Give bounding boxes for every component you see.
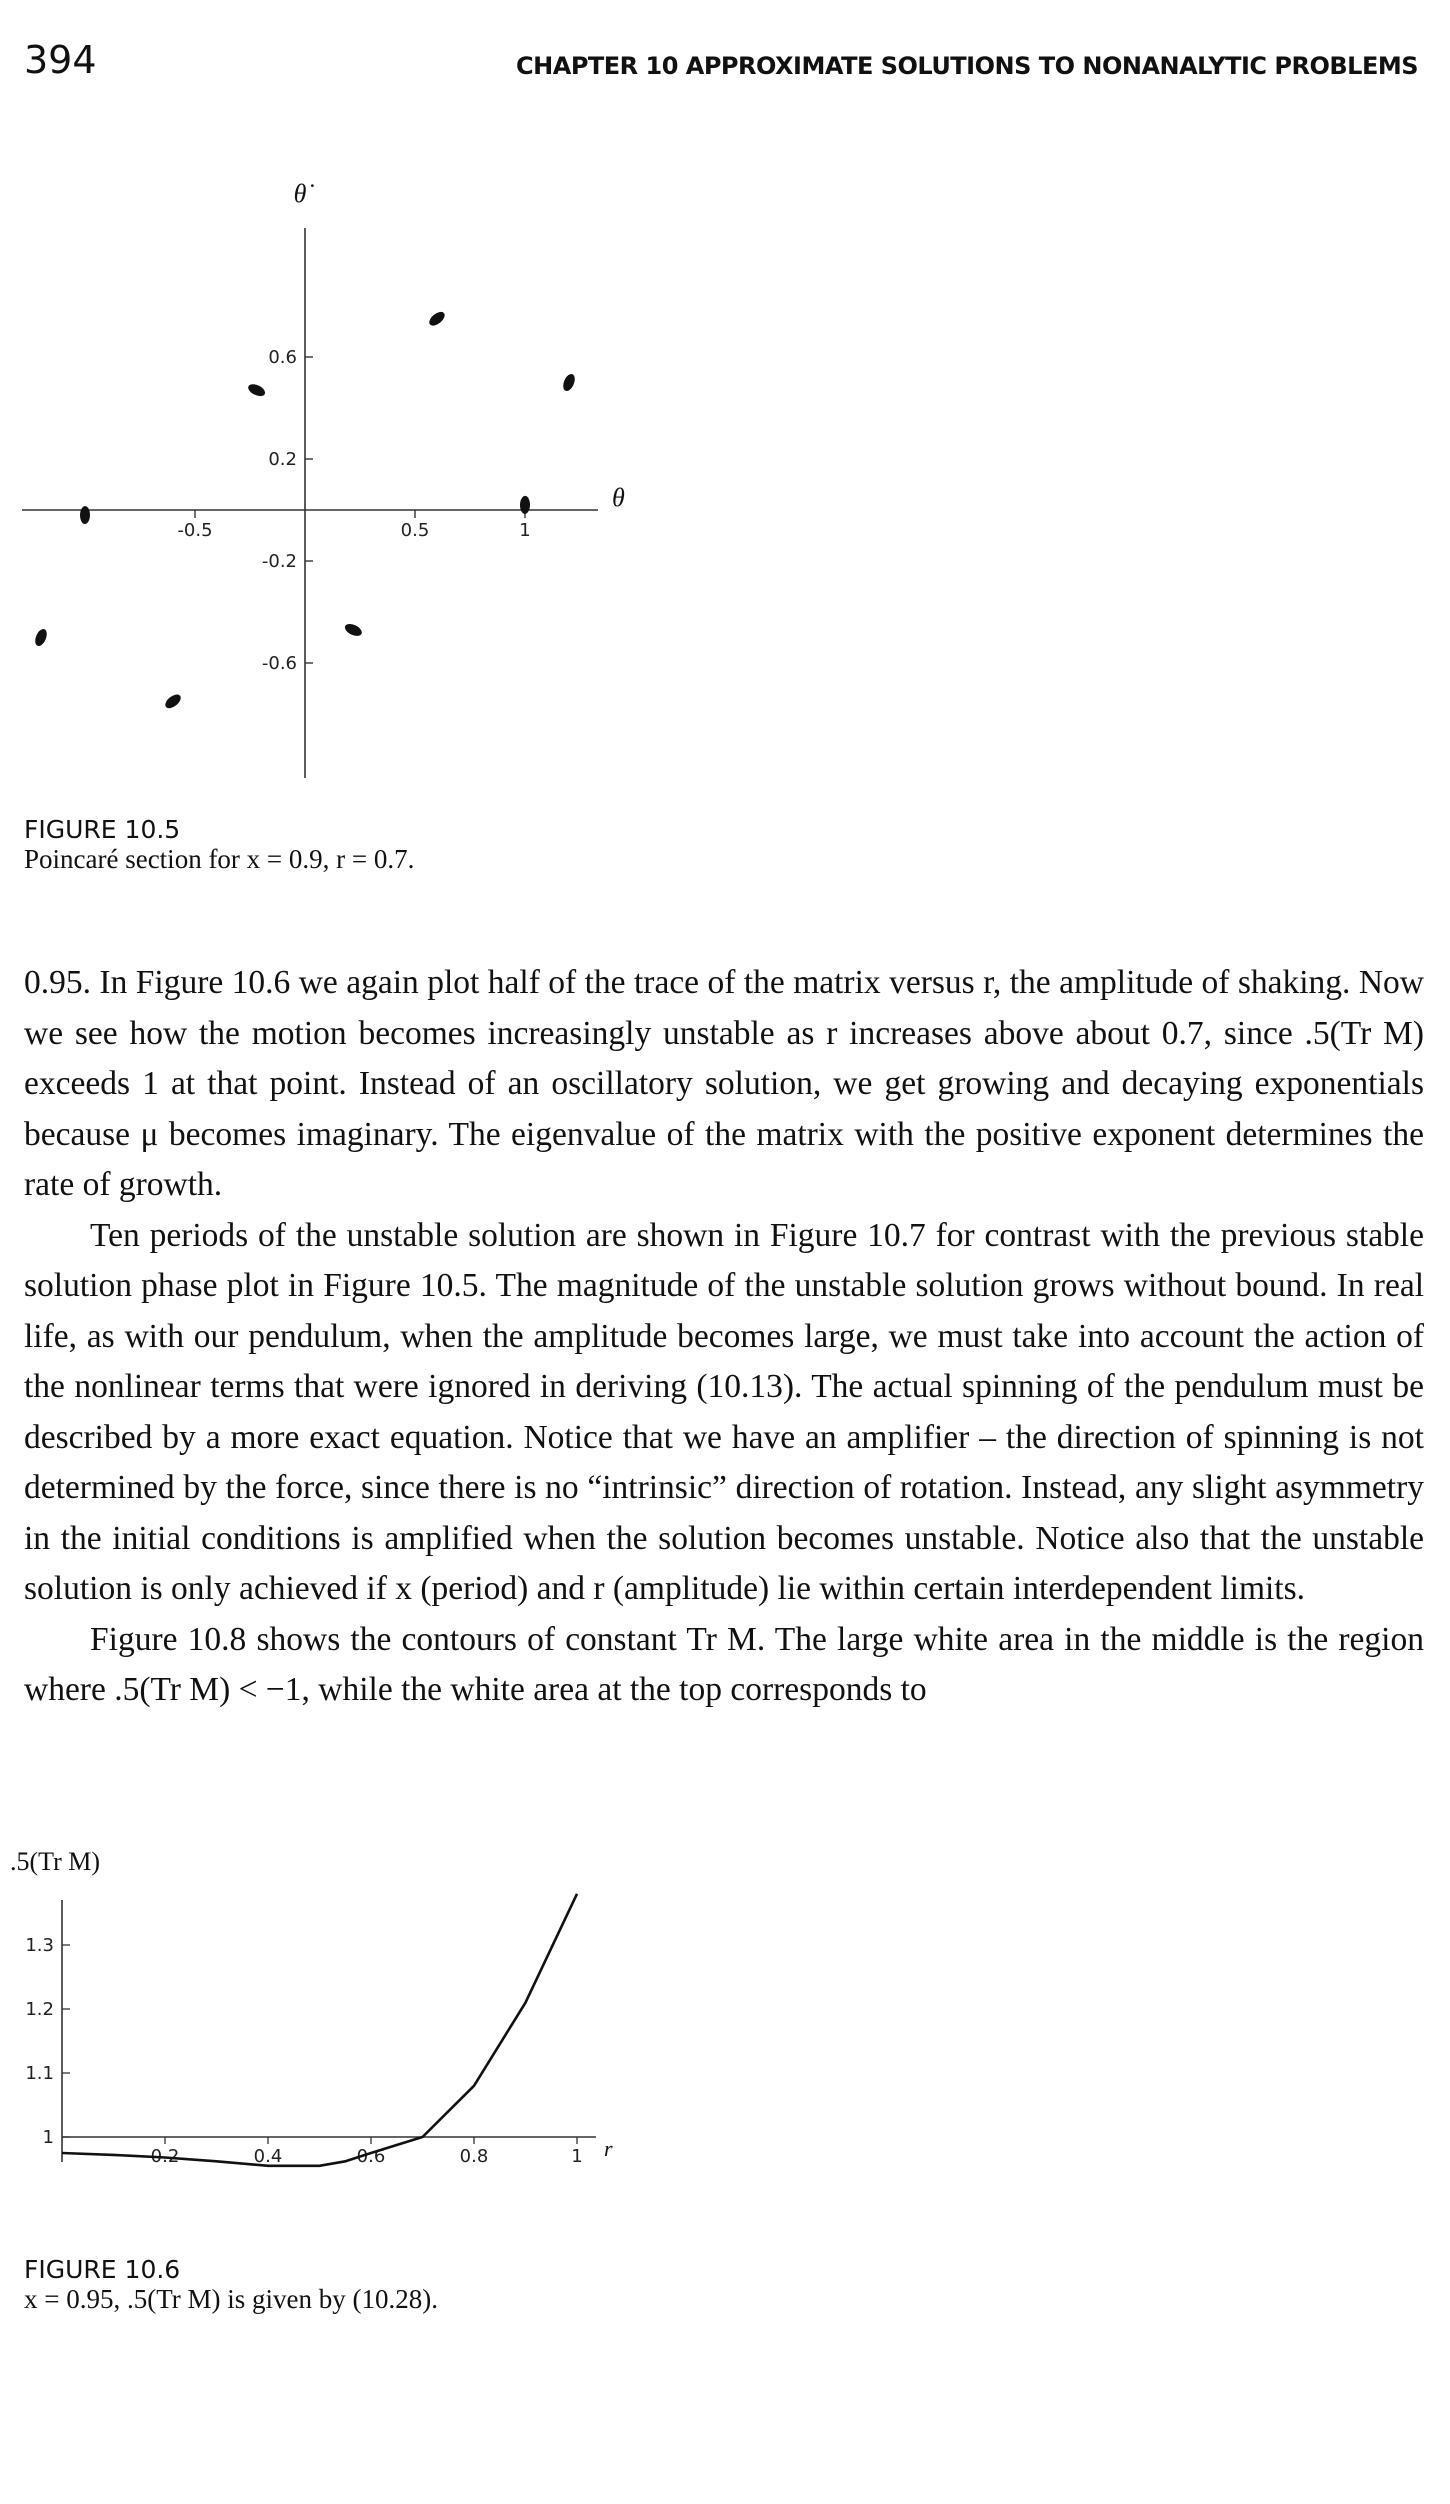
fig6-x-tick-label: 0.8 bbox=[459, 2146, 489, 2167]
fig5-y-tick-label: 0.6 bbox=[268, 347, 297, 368]
poincare-point bbox=[163, 692, 183, 711]
fig6-y-axis-label: .5(Tr M) bbox=[10, 1847, 101, 1876]
fig5-y-tick-label: -0.6 bbox=[261, 653, 297, 674]
figure-10-6-text: x = 0.95, .5(Tr M) is given by (10.28). bbox=[24, 2284, 438, 2314]
poincare-point bbox=[246, 382, 267, 399]
fig5-y-axis-label: θ̇ bbox=[293, 179, 307, 208]
poincare-section-plot bbox=[0, 150, 680, 810]
trace-curve bbox=[62, 1894, 577, 2166]
fig6-x-tick-label: 0.4 bbox=[253, 2146, 283, 2167]
fig6-x-axis-label: r bbox=[604, 2136, 613, 2161]
fig6-y-tick-label: 1.2 bbox=[25, 1999, 54, 2020]
fig5-x-tick-label: 1 bbox=[519, 520, 531, 541]
fig5-x-tick-label: -0.5 bbox=[177, 520, 213, 541]
fig5-x-axis-label: θ bbox=[612, 483, 625, 512]
fig5-y-tick-label: 0.2 bbox=[268, 449, 297, 470]
paragraph: Ten periods of the unstable solution are shown in Figure 10.7 for contrast with the previous stable solution phase plot in Figure 10.5. The magnitude of the unstable solution grows without bound. In real life, as with our pendulum, when the amplitude becomes large, we must take into account the action of the nonlinear terms that were ignored in deriving (10.13). The actual spinning of the pendulum must be described by a more exact equation. Notice that we have an amplifier – the direction of spinning is not determined by the force, since there is no “intrinsic” direction of rotation. Instead, any slight asymmetry in the initial conditions is amplified when the solution becomes unstable. Notice also that the unstable solution is only achieved if x (period) and r (amplitude) lie within certain interdependent limits. bbox=[24, 1216, 1424, 1607]
fig6-x-tick-label: 1 bbox=[571, 2146, 583, 2167]
poincare-point bbox=[561, 372, 577, 392]
paragraph: Figure 10.8 shows the contours of constant Tr M. The large white area in the middle is the region where .5(Tr M) < −1, while the white area at the top corresponds to bbox=[24, 1620, 1424, 1708]
trace-vs-amplitude-plot bbox=[0, 1840, 680, 2230]
poincare-point bbox=[427, 309, 447, 328]
fig6-ticks bbox=[25, 1935, 582, 2167]
paragraph: 0.95. In Figure 10.6 we again plot half of the trace of the matrix versus r, the amplitude of shaking. Now we see how the motion becomes increasingly unstable as r increases above about 0.7, since .5(Tr M) exceeds 1 at that point. Instead of an oscillatory solution, we get growing and decaying exponentials because μ becomes imaginary. The eigenvalue of the matrix with the positive exponent determines the rate of growth. bbox=[24, 964, 1424, 1203]
figure-10-6-caption bbox=[24, 2255, 438, 2315]
body-text bbox=[24, 958, 1424, 1716]
figure-10-5-text: Poincaré section for x = 0.9, r = 0.7. bbox=[24, 844, 415, 874]
figure-10-6-label: FIGURE 10.6 bbox=[24, 2255, 181, 2284]
fig6-y-tick-label: 1.1 bbox=[25, 2063, 54, 2084]
fig5-x-tick-label: 0.5 bbox=[400, 520, 430, 541]
fig6-y-tick-label: 1.3 bbox=[25, 1935, 54, 1956]
fig6-y-tick-label: 1 bbox=[42, 2127, 54, 2148]
fig5-axes bbox=[22, 228, 598, 778]
running-head: CHAPTER 10 APPROXIMATE SOLUTIONS TO NONANALYTIC PROBLEMS bbox=[516, 52, 1418, 80]
poincare-point bbox=[343, 622, 364, 639]
fig6-axes bbox=[62, 1900, 596, 2162]
poincare-point bbox=[520, 496, 530, 514]
page-number: 394 bbox=[24, 38, 97, 82]
fig6-x-tick-label: 0.2 bbox=[150, 2146, 180, 2167]
figure-10-5-caption bbox=[24, 815, 414, 875]
poincare-point bbox=[33, 627, 49, 647]
figure-10-5-label: FIGURE 10.5 bbox=[24, 815, 181, 844]
fig6-x-tick-label: 0.6 bbox=[356, 2146, 386, 2167]
fig5-y-tick-label: -0.2 bbox=[261, 551, 297, 572]
poincare-point bbox=[80, 506, 90, 524]
